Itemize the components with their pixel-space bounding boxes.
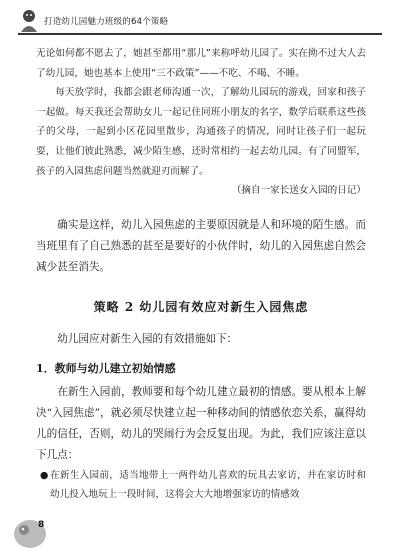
bullet-text: 在新生入园前，适当地带上一两件幼儿喜欢的玩具去家访，并在家访时和幼儿投入地玩上一段时间，这将会大大地增强家访的情感效 (50, 469, 366, 501)
page-number: 8 (38, 520, 45, 530)
section-heading: 1．教师与幼儿建立初始情感 (36, 361, 176, 375)
running-header (18, 8, 382, 34)
section-paragraph: 在新生入园前，教师要和每个幼儿建立最初的情感。要从根本上解决“入园焦虑”，就必须尽快建立起一种移动间的情感依恋关系，赢得幼儿的信任，否则，幼儿的哭闹行为会反复出现。为此，我们应该注意以下几点： (36, 385, 366, 461)
page-badge-icon (10, 512, 50, 552)
strategy-heading: 策略 2 幼儿园有效应对新生入园焦虑 (93, 299, 309, 314)
diary-paragraph-2: 每天放学时，我都会跟老师沟通一次，了解幼儿园玩的游戏，回家和孩子一起做。每天我还会帮助女儿一起记住同班小朋友的名字，数学后联系这些孩子的父母，一起到小区花园里散步，沟通孩子的情况，同时让孩子们一起玩耍，让他们彼此熟悉，减少陌生感，还时常相约一起去幼儿园。有了同盟军，孩子的入园焦虑问题当然就迎刃而解了。 (36, 87, 366, 177)
page-content (36, 44, 366, 505)
bullet-dot-icon: ● (40, 469, 49, 481)
child-logo-icon (18, 8, 40, 32)
bullet-item (36, 466, 366, 505)
intro-paragraph: 幼儿园应对新生入园的有效措施如下： (57, 332, 238, 345)
body-paragraph: 确实是这样，幼儿入园焦虑的主要原因就是人和环境的陌生感。而当班里有了自己熟悉的甚至是要好的小伙伴时，幼儿的入园焦虑自然会减少甚至消失。 (36, 218, 366, 273)
header-rule (18, 33, 382, 35)
book-title: 打造幼儿园魅力班级的64个策略 (44, 17, 169, 27)
diary-source: （摘自一家长送女入园的日记） (231, 185, 366, 197)
diary-paragraph-1: 无论如何都不愿去了，她甚至都用“那儿”来称呼幼儿园了。实在拗不过大人去了幼儿园，她也基本上使用“三不政策”——不吃、不喝、不睡。 (36, 48, 366, 79)
